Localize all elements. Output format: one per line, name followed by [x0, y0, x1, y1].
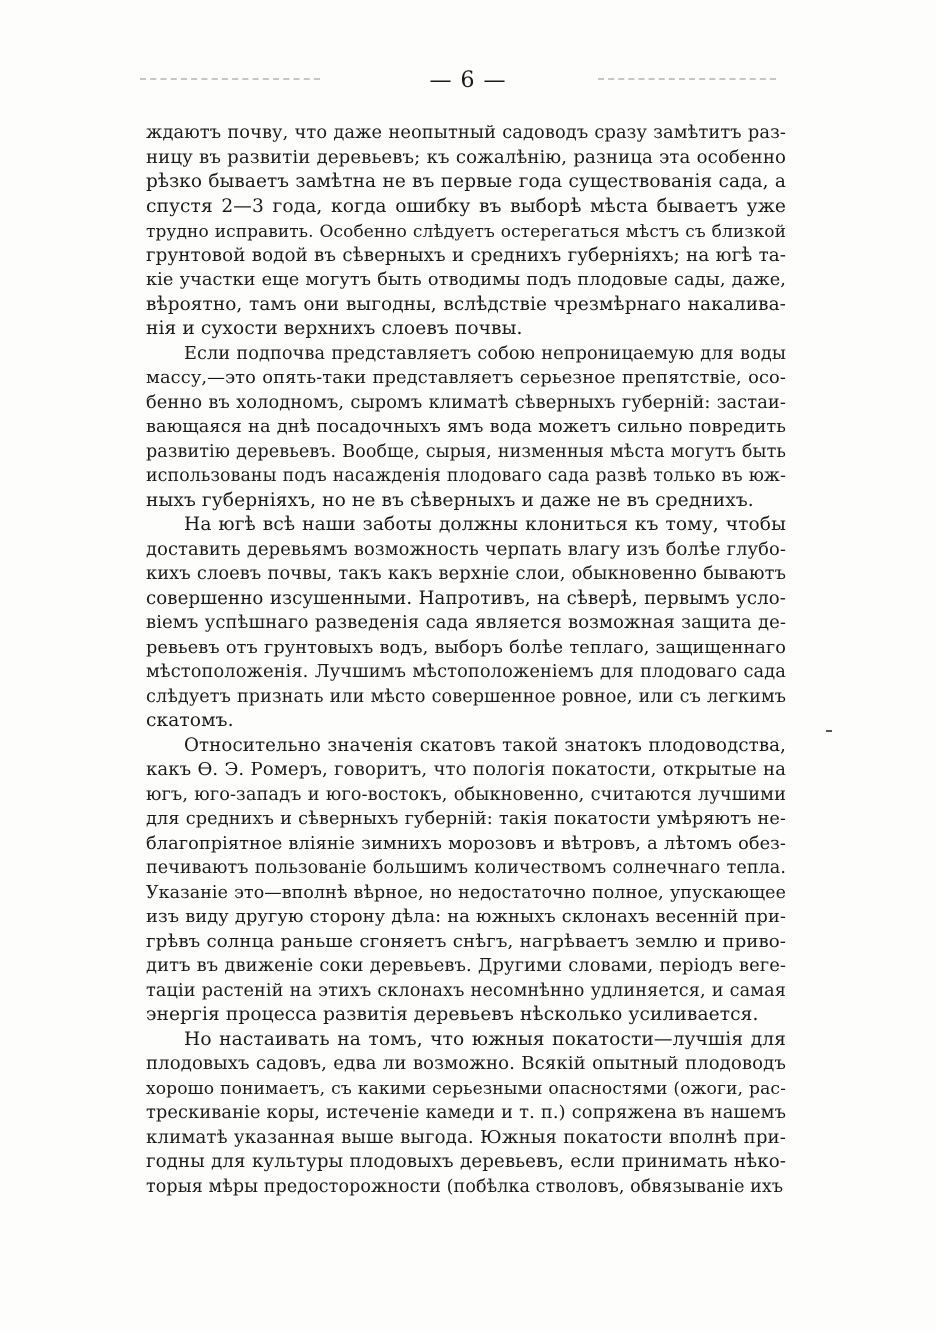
text-line: кихъ слоевъ почвы, такъ какъ верхніе слои, обыкновенно бываютъ	[146, 563, 786, 584]
text-line: віемъ успѣшнаго разведенія сада является возможная защита де-	[146, 612, 786, 633]
text-line: спустя 2—3 года, когда ошибку въ выборѣ мѣста бываетъ уже	[146, 195, 786, 217]
page-header	[0, 68, 936, 98]
text-line: нія и сухости верхнихъ слоевъ почвы.	[146, 318, 523, 339]
text-line: изъ виду другую сторону дѣла: на южныхъ склонахъ весенній при-	[146, 907, 786, 927]
text-line: трудно исправить. Особенно слѣдуетъ остерегаться мѣстъ съ близкой	[146, 221, 786, 241]
text-line: мѣстоположенія. Лучшимъ мѣстоположеніемъ для плодоваго сада	[146, 661, 786, 682]
text-line: Относительно значенія скатовъ такой знатокъ плодоводства,	[184, 734, 786, 756]
text-line: ждаютъ почву, что даже неопытный садоводъ сразу замѣтитъ раз-	[146, 122, 786, 143]
text-line: Если подпочва представляетъ собою непроницаемую для воды	[184, 343, 786, 364]
text-line: бенно въ холодномъ, сыромъ климатѣ сѣверныхъ губерній: застаи-	[146, 391, 786, 413]
text-line: трескиваніе коры, истеченіе камеди и т. п.) сопряжена въ нашемъ	[146, 1102, 786, 1123]
text-line: ревьевъ отъ грунтовыхъ водъ, выборъ болѣе теплаго, защищеннаго	[146, 637, 786, 658]
text-line: кіе участки еще могутъ быть отводимы подъ плодовые сады, даже,	[146, 270, 786, 290]
text-line: скатомъ.	[146, 710, 234, 731]
header-rule-right	[598, 78, 776, 80]
body-text	[146, 121, 786, 1199]
text-line: плодовыхъ садовъ, едва ли возможно. Всякій опытный плодоводъ	[146, 1053, 786, 1074]
margin-mark	[826, 730, 832, 732]
text-line: доставить деревьямъ возможность черпать влагу изъ болѣе глубо-	[146, 538, 786, 560]
text-line: вѣроятно, тамъ они выгодны, вслѣдствіе чрезмѣрнаго накалива-	[146, 293, 786, 315]
text-line: вающаяся на днѣ посадочныхъ ямъ вода можетъ сильно повредить	[146, 417, 786, 437]
paragraph	[146, 121, 786, 342]
text-line: таціи растеній на этихъ склонахъ несомнѣнно удлиняется, и самая	[146, 980, 786, 1001]
paragraph	[146, 734, 786, 1028]
text-line: массу,—это опять-таки представляетъ серьезное препятствіе, осо-	[146, 367, 786, 388]
text-line: рѣзко бываетъ замѣтна не въ первые года существованія сада, а	[146, 171, 786, 192]
paragraph	[146, 342, 786, 514]
text-line: грѣвъ солнца раньше сгоняетъ снѣгъ, нагрѣваетъ землю и приво-	[146, 930, 786, 952]
text-line: совершенно изсушенными. Напротивъ, на сѣверѣ, первымъ усло-	[146, 587, 786, 609]
paragraph	[146, 1028, 786, 1200]
text-line: югъ, юго-западъ и юго-востокъ, обыкновенно, считаются лучшими	[146, 784, 786, 805]
page-number: — 6 —	[429, 68, 507, 93]
text-line: развитію деревьевъ. Вообще, сырыя, низменныя мѣста могутъ быть	[146, 441, 786, 462]
text-line: какъ Ѳ. Э. Ромеръ, говоритъ, что пологія покатости, открытые на	[146, 759, 786, 780]
text-line: ныхъ губерніяхъ, но не въ сѣверныхъ и даже не въ среднихъ.	[146, 489, 754, 511]
text-line: энергія процесса развитія деревьевъ нѣсколько усиливается.	[146, 1004, 759, 1025]
text-line: использованы подъ насажденія плодоваго сада развѣ только въ юж-	[146, 466, 786, 486]
text-line: благопріятное вліяніе зимнихъ морозовъ и вѣтровъ, а лѣтомъ обез-	[146, 833, 786, 854]
text-line: для среднихъ и сѣверныхъ губерній: такія покатости умѣряютъ не-	[146, 809, 786, 829]
text-line: грунтовой водой въ сѣверныхъ и среднихъ губерніяхъ; на югѣ та-	[146, 244, 786, 266]
text-line: Указаніе это—вполнѣ вѣрное, но недостаточно полное, упускающее	[146, 882, 786, 903]
text-line: климатѣ указанная выше выгода. Южныя покатости вполнѣ при-	[146, 1126, 786, 1148]
text-line: дитъ въ движеніе соки деревьевъ. Другими словами, періодъ веге-	[146, 955, 786, 976]
text-line: ницу въ развитіи деревьевъ; къ сожалѣнію, разница эта особенно	[146, 146, 786, 168]
text-line: торыя мѣры предосторожности (побѣлка стволовъ, обвязываніе ихъ	[146, 1176, 784, 1197]
text-line: слѣдуетъ признать или мѣсто совершенное ровное, или съ легкимъ	[146, 686, 786, 707]
text-line: Но настаивать на томъ, что южныя покатости—лучшія для	[184, 1028, 786, 1050]
text-line: хорошо понимаетъ, съ какими серьезными опасностями (ожоги, рас-	[146, 1078, 786, 1099]
text-line: печиваютъ пользованіе большимъ количествомъ солнечнаго тепла.	[146, 858, 786, 878]
text-line: годны для культуры плодовыхъ деревьевъ, если принимать нѣко-	[146, 1151, 786, 1172]
text-line: На югѣ всѣ наши заботы должны клониться къ тому, чтобы	[184, 514, 786, 535]
paragraph	[146, 513, 786, 734]
